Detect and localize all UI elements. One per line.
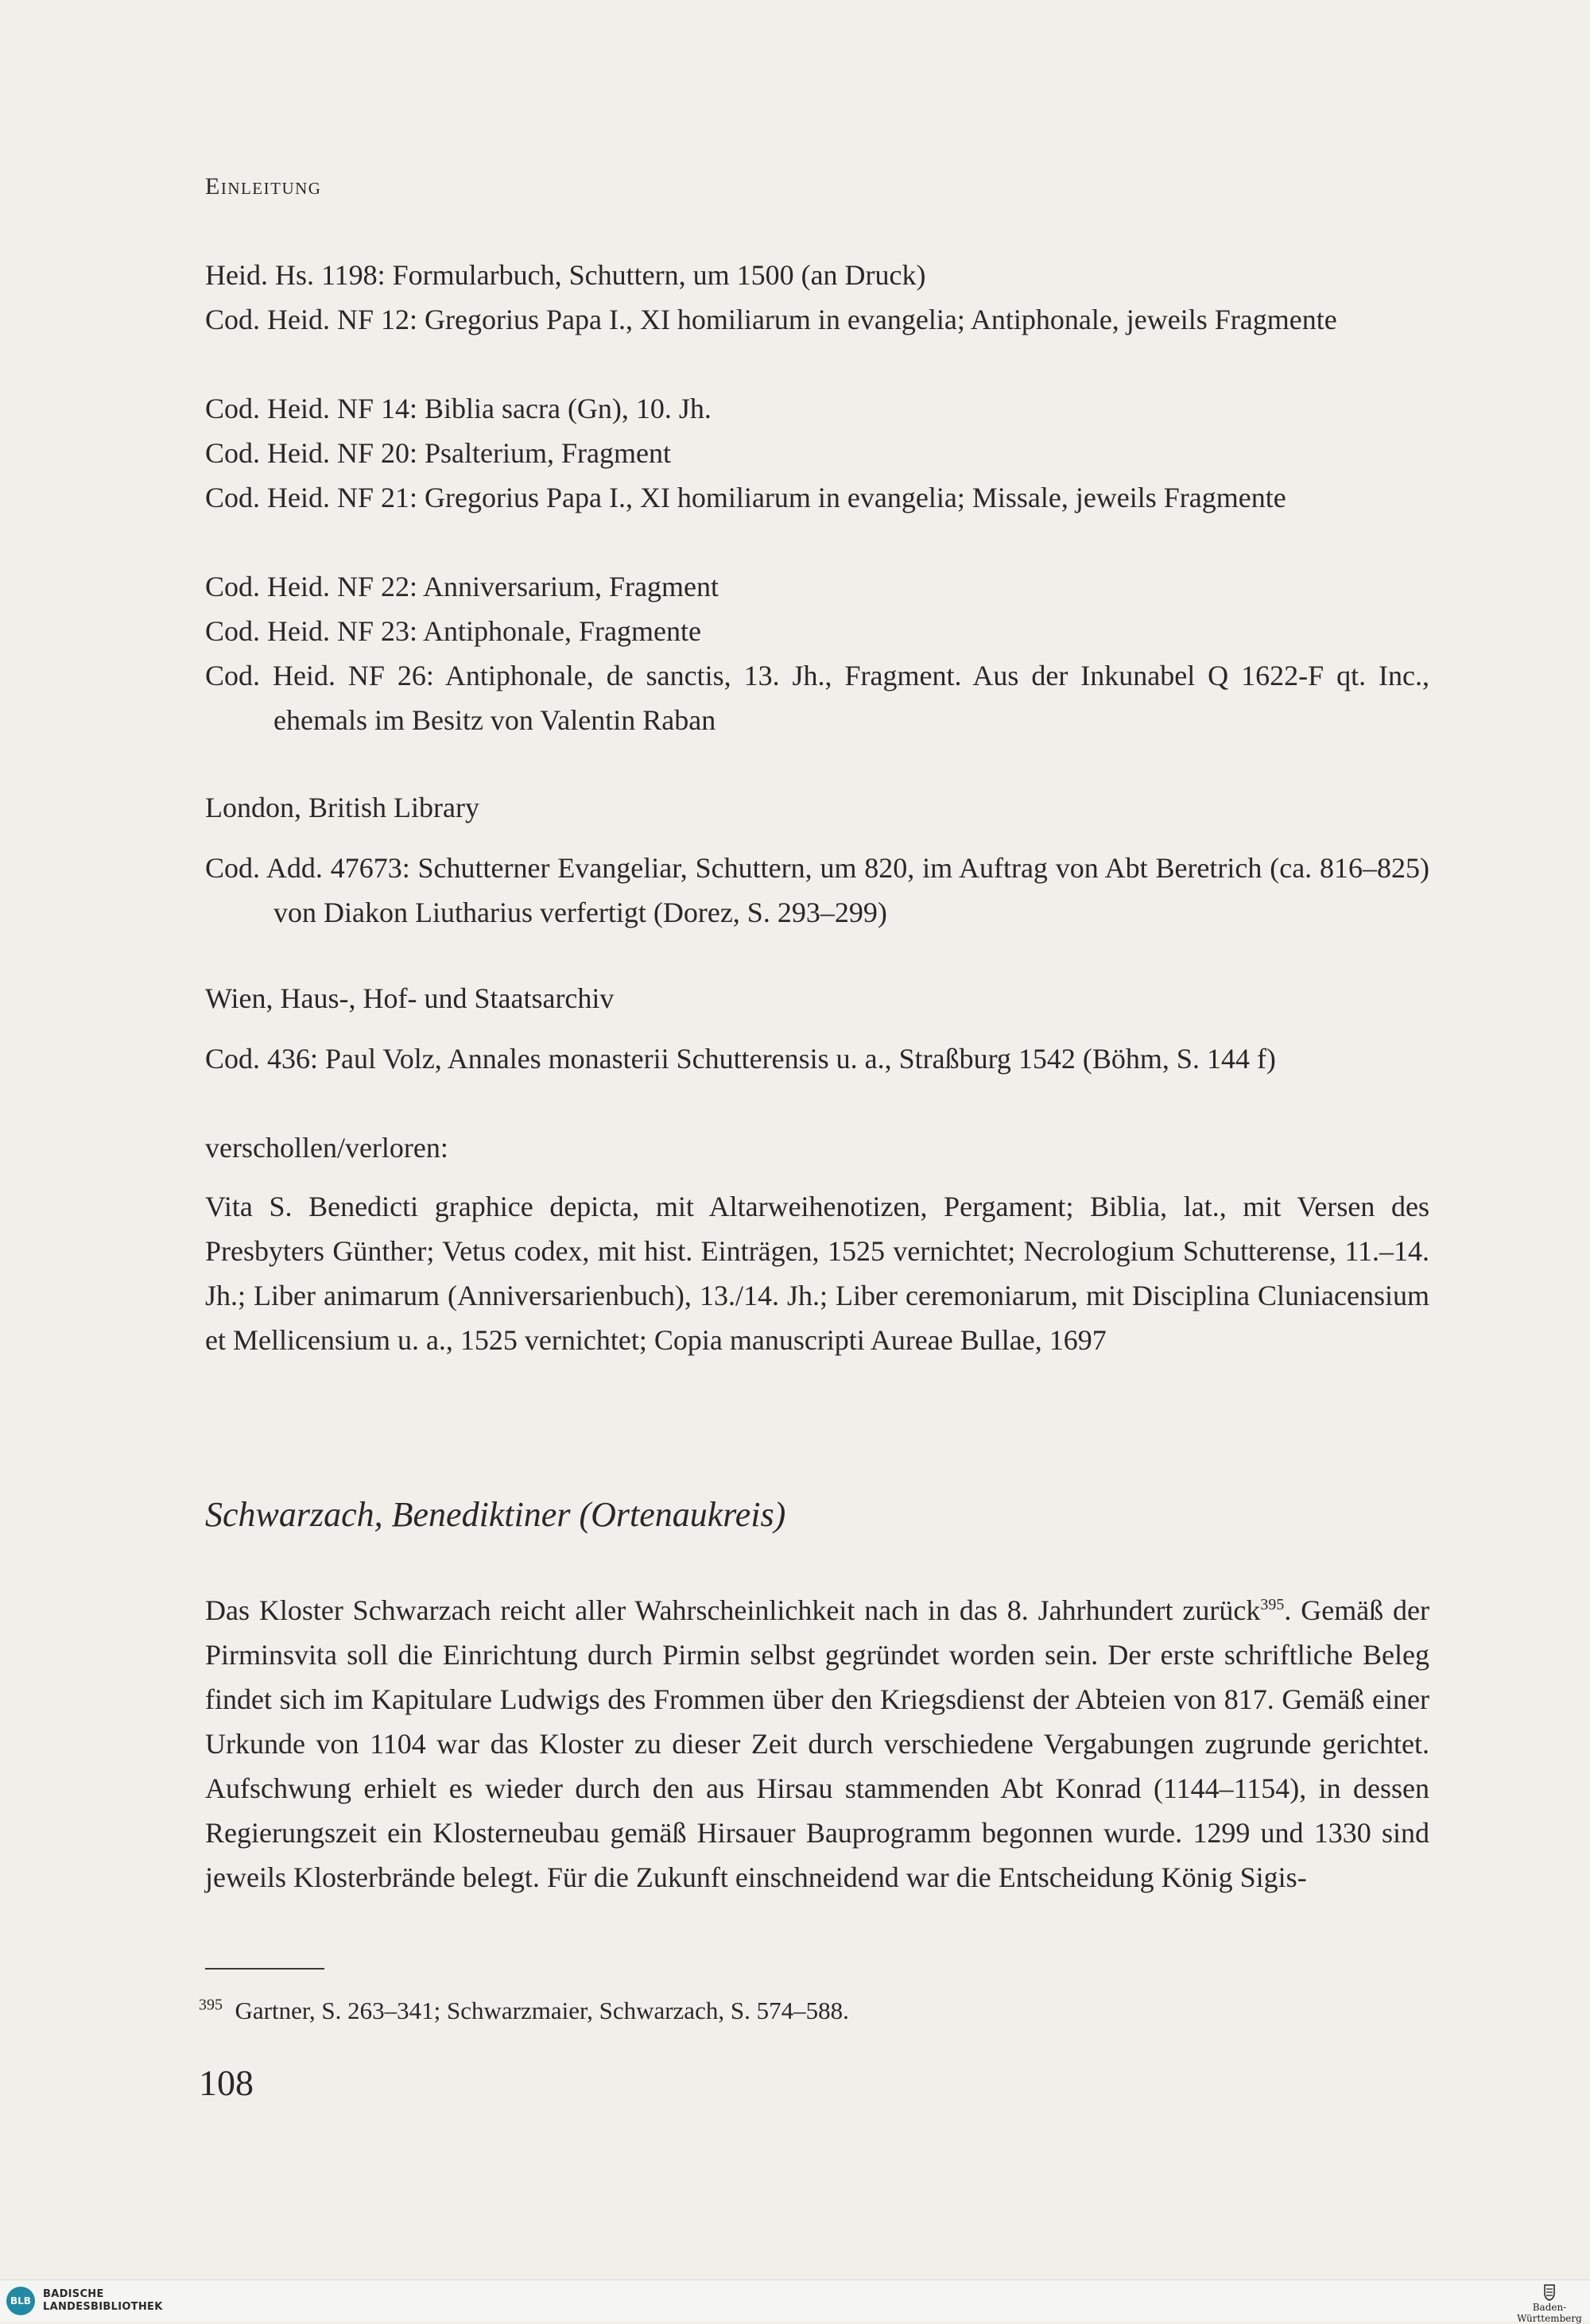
lost-label: verschollen/verloren:: [205, 1132, 448, 1164]
state-name: Baden-Württemberg: [1517, 2302, 1582, 2324]
section-heading: Schwarzach, Benediktiner (Ortenaukreis): [205, 1495, 786, 1534]
footnote-rule: [205, 1968, 324, 1970]
list-item: Cod. Heid. NF 23: Antiphonale, Fragmente: [205, 615, 701, 647]
list-item: Cod. Heid. NF 14: Biblia sacra (Gn), 10. Jh.: [205, 393, 712, 424]
list-item: Heid. Hs. 1198: Formularbuch, Schuttern, um 1500 (an Druck): [205, 259, 926, 291]
list-item: Cod. Heid. NF 22: Anniversarium, Fragment: [205, 571, 719, 602]
blb-logo-icon: BLB: [6, 2287, 35, 2315]
running-head: Einleitung: [205, 173, 322, 199]
list-item: Cod. Heid. NF 21: Gregorius Papa I., XI homiliarum in evangelia; Missale, jeweils Fragmente: [205, 482, 1286, 513]
library-label-wien: Wien, Haus-, Hof- und Staatsarchiv: [205, 982, 615, 1014]
paragraph-text: Das Kloster Schwarzach reicht aller Wahrscheinlichkeit nach in das 8. Jahrhundert zurück: [205, 1594, 1261, 1626]
coat-of-arms-icon: [1543, 2283, 1556, 2301]
list-item: Cod. Heid. NF 12: Gregorius Papa I., XI homiliarum in evangelia; Antiphonale, jeweils Fragmente: [205, 304, 1337, 335]
footnote-text: Gartner, S. 263–341; Schwarzmaier, Schwarzach, S. 574–588.: [235, 1997, 849, 2024]
library-name-line: LANDESBIBLIOTHEK: [43, 2301, 163, 2313]
library-label-london: London, British Library: [205, 792, 479, 823]
page-number: 108: [199, 2063, 254, 2103]
lost-list: Vita S. Benedicti graphice depicta, mit Altarweihenotizen, Pergament; Biblia, lat., mit Versen des Presbyters Günther; Vetus codex, mit hist. Einträgen, 1525 vernichtet; Necrologium Schutterense, 11.–14. Jh.; Liber animarum (Anniversarienbuch), 13./14. Jh.; Liber ceremoniarum, mit Disciplina Cluniacensium et Mellicensium u. a., 1525 vernichtet; Copia manuscripti Aureae Bullae, 1697: [205, 1191, 1429, 1356]
paragraph-text: . Gemäß der Pirminsvita soll die Einrichtung durch Pirmin selbst gegründet worden sein. Der erste schriftliche Beleg findet sich im Kapitulare Ludwigs des Frommen über den Kriegsdienst der Abteien von 817. Gemäß einer Urkunde von 1104 war das Kloster zu dieser Zeit durch verschiedene Vergabungen zugrunde gerichtet. Aufschwung erhielt es wieder durch den aus Hirsau stammenden Abt Konrad (1144–1154), in dessen Regierungszeit ein Klosterneubau gemäß Hirsauer Bauprogramm begonnen wurde. 1299 und 1330 sind jeweils Klosterbrände belegt. Für die Zukunft einschneidend war die Entscheidung König Sigis-: [205, 1594, 1429, 1893]
state-logo: [1514, 2283, 1585, 2324]
list-item: Cod. Add. 47673: Schutterner Evangeliar, Schuttern, um 820, im Auftrag von Abt Beretrich (ca. 816–825) von Diakon Liutharius verfertigt (Dorez, S. 293–299): [205, 852, 1429, 928]
library-footer-strip: [0, 2279, 1590, 2324]
footnote: [199, 1993, 849, 2028]
body-paragraph: [205, 1588, 1429, 1900]
library-name: [43, 2288, 163, 2314]
list-item: Cod. 436: Paul Volz, Annales monasterii Schutterensis u. a., Straßburg 1542 (Böhm, S. 144 f): [205, 1043, 1276, 1075]
footnote-number: 395: [199, 1996, 223, 2014]
footnote-ref: 395: [1260, 1596, 1285, 1613]
library-name-line: BADISCHE: [43, 2288, 104, 2300]
list-item: Cod. Heid. NF 26: Antiphonale, de sanctis, 13. Jh., Fragment. Aus der Inkunabel Q 1622-F qt. Inc., ehemals im Besitz von Valentin Raban: [205, 660, 1429, 736]
list-item: Cod. Heid. NF 20: Psalterium, Fragment: [205, 437, 671, 469]
